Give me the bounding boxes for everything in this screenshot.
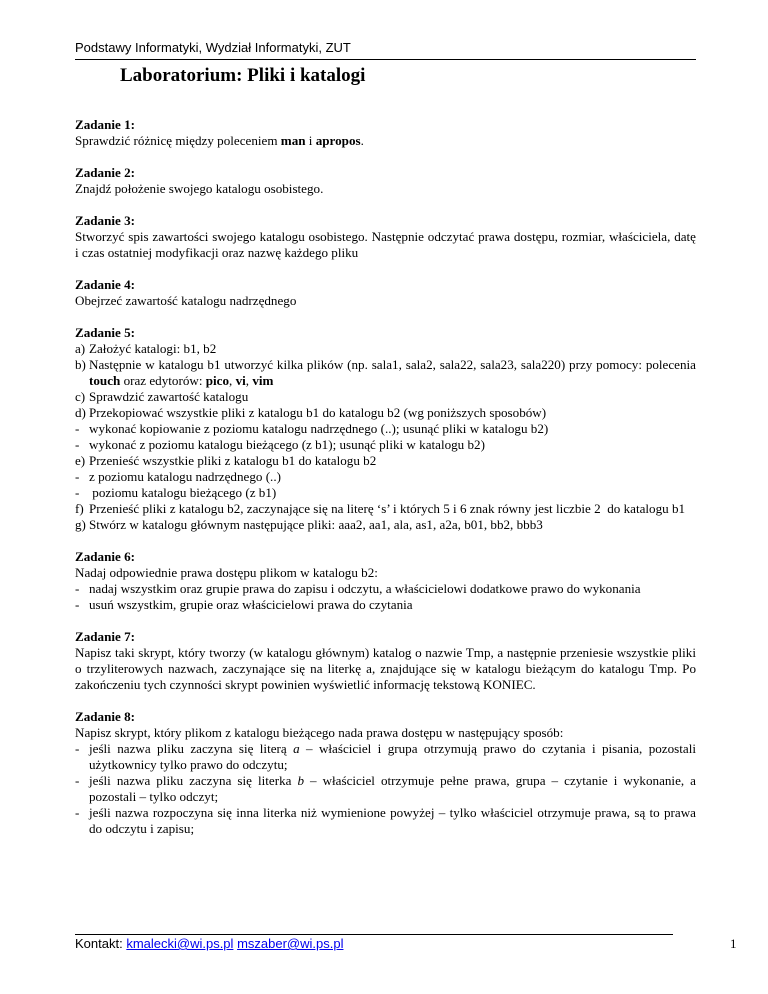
task-7 — [75, 629, 696, 693]
task-text: Stworzyć spis zawartości swojego katalogu osobistego. Następnie odczytać prawa dostępu, rozmiar, właściciela, datę i czas ostatniej modyfikacji oraz nazwę każdego pliku — [75, 229, 696, 260]
task-heading: Zadanie 6: — [75, 549, 136, 564]
list-text-part: Następnie w katalogu b1 utworzyć kilka plików (np. sala1, sala2, sala22, sala23, sala220) przy pomocy: polecenia — [89, 357, 696, 372]
list-text — [89, 773, 696, 805]
list-marker: d) — [75, 405, 86, 420]
task-text: Nadaj odpowiednie prawa dostępu plikom w katalogu b2: — [75, 565, 378, 580]
letter-italic: b — [297, 773, 304, 788]
list-marker: c) — [75, 389, 86, 404]
list-text-part: jeśli nazwa pliku zaczyna się literka — [89, 773, 298, 788]
task-2 — [75, 165, 696, 197]
task-heading: Zadanie 7: — [75, 629, 136, 644]
list-item — [75, 453, 696, 469]
list-text: Założyć katalogi: b1, b2 — [89, 341, 217, 356]
command-name: man — [280, 133, 306, 148]
task-text: Znajdź położenie swojego katalogu osobistego. — [75, 181, 324, 196]
task-8 — [75, 709, 696, 837]
list-text: nadaj wszystkim oraz grupie prawa do zapisu i odczytu, a właścicielowi dodatkowe prawo do wykonania — [89, 581, 641, 596]
list-marker: - — [75, 437, 80, 452]
list-item — [75, 389, 696, 405]
list-text-part: – właściciel i grupa otrzymują prawo do czytania i pisania, pozostali użytkownicy tylko prawo do odczytu; — [89, 741, 696, 772]
list-text: Sprawdzić zawartość katalogu — [89, 389, 249, 404]
list-marker: g) — [75, 517, 86, 532]
email-link-kmalecki[interactable]: kmalecki@wi.ps.pl — [126, 936, 234, 951]
list-text: usuń wszystkim, grupie oraz właścicielowi prawa do czytania — [89, 597, 413, 612]
command-name: apropos — [315, 133, 361, 148]
list-text-part: oraz edytorów: — [120, 373, 206, 388]
command-name: pico — [205, 373, 230, 388]
list-item — [75, 805, 696, 837]
task-6 — [75, 549, 696, 613]
list-text: Przenieść pliki z katalogu b2, zaczynające się na literę ‘s’ i których 5 i 6 znak równy jest liczbie 2 do katalogu b1 — [89, 501, 686, 516]
list-marker: a) — [75, 341, 86, 356]
running-header: Podstawy Informatyki, Wydział Informatyki, ZUT — [75, 40, 351, 55]
list-text-part: jeśli nazwa pliku zaczyna się literą — [89, 741, 294, 756]
list-marker: - — [75, 469, 80, 484]
task-text-part: i — [305, 133, 316, 148]
list-item — [75, 741, 696, 773]
list-item — [75, 581, 696, 597]
letter-italic: a — [293, 741, 300, 756]
list-text: Przekopiować wszystkie pliki z katalogu b1 do katalogu b2 (wg poniższych sposobów) — [89, 405, 547, 420]
command-name: vi — [235, 373, 246, 388]
task-text: Napisz skrypt, który plikom z katalogu bieżącego nada prawa dostępu w następujący sposób: — [75, 725, 564, 740]
list-item — [75, 485, 696, 501]
list-item — [75, 341, 696, 357]
list-item — [75, 597, 696, 613]
task-5 — [75, 325, 696, 533]
document-body — [75, 117, 696, 853]
contact-label: Kontakt: — [75, 936, 127, 951]
list-item — [75, 405, 696, 421]
task-heading: Zadanie 1: — [75, 117, 136, 132]
list-item — [75, 501, 696, 517]
list-marker: - — [75, 741, 80, 756]
task-heading: Zadanie 3: — [75, 213, 136, 228]
list-marker: - — [75, 597, 80, 612]
task-text-part: . — [360, 133, 364, 148]
list-item — [75, 437, 696, 453]
task-4 — [75, 277, 696, 309]
list-marker: - — [75, 485, 80, 500]
header-rule — [75, 59, 696, 60]
list-item — [75, 421, 696, 437]
list-item — [75, 469, 696, 485]
list-marker: - — [75, 805, 80, 820]
list-text-part: – właściciel otrzymuje pełne prawa, grupa – czytanie i wykonanie, a pozostali – tylko odczyt; — [89, 773, 696, 804]
list-marker: f) — [75, 501, 84, 516]
list-marker: - — [75, 773, 80, 788]
list-text-part: , — [245, 373, 253, 388]
list-item — [75, 773, 696, 805]
list-marker: - — [75, 581, 80, 596]
task-text: Napisz taki skrypt, który tworzy (w katalogu głównym) katalog o nazwie Tmp, a następnie przeniesie wszystkie pliki o trzyliterowych nazwach, zaczynające się na literkę a, znajdujące się w katalogu bieżącym do katalogu Tmp. Po zakończeniu tych czynności skrypt powinien wyświetlić informację tekstową KONIEC. — [75, 645, 696, 692]
list-item — [75, 357, 696, 389]
task-1 — [75, 117, 696, 149]
list-text: z poziomu katalogu nadrzędnego (..) — [89, 469, 281, 484]
list-text — [89, 741, 696, 773]
list-text: wykonać kopiowanie z poziomu katalogu nadrzędnego (..); usunąć pliki w katalogu b2) — [89, 421, 549, 436]
task-heading: Zadanie 2: — [75, 165, 136, 180]
list-marker: e) — [75, 453, 86, 468]
task-3 — [75, 213, 696, 261]
list-marker: b) — [75, 357, 86, 372]
task-text: Obejrzeć zawartość katalogu nadrzędnego — [75, 293, 297, 308]
task-heading: Zadanie 4: — [75, 277, 136, 292]
running-footer — [75, 936, 343, 952]
list-text: jeśli nazwa rozpoczyna się inna literka niż wymienione powyżej – tylko właściciel otrzymuje prawa, są to prawa do odczytu i zapisu; — [89, 805, 696, 836]
task-heading: Zadanie 5: — [75, 325, 136, 340]
list-text: poziomu katalogu bieżącego (z b1) — [89, 485, 277, 500]
email-link-mszaber[interactable]: mszaber@wi.ps.pl — [237, 936, 344, 951]
list-text: wykonać z poziomu katalogu bieżącego (z b1); usunąć pliki w katalogu b2) — [89, 437, 485, 452]
command-name: touch — [89, 373, 121, 388]
command-name: vim — [252, 373, 274, 388]
list-text-part: , — [229, 373, 236, 388]
task-heading: Zadanie 8: — [75, 709, 136, 724]
list-item — [75, 517, 696, 533]
list-text — [89, 357, 696, 389]
document-title: Laboratorium: Pliki i katalogi — [120, 65, 366, 86]
list-text: Przenieść wszystkie pliki z katalogu b1 do katalogu b2 — [89, 453, 377, 468]
task-text — [75, 133, 696, 149]
list-marker: - — [75, 421, 80, 436]
list-text: Stwórz w katalogu głównym następujące pliki: aaa2, aa1, ala, as1, a2a, b01, bb2, bbb3 — [89, 517, 543, 532]
footer-rule — [75, 934, 673, 935]
task-text-part: Sprawdzić różnicę między poleceniem — [75, 133, 281, 148]
page-number: 1 — [730, 936, 737, 951]
